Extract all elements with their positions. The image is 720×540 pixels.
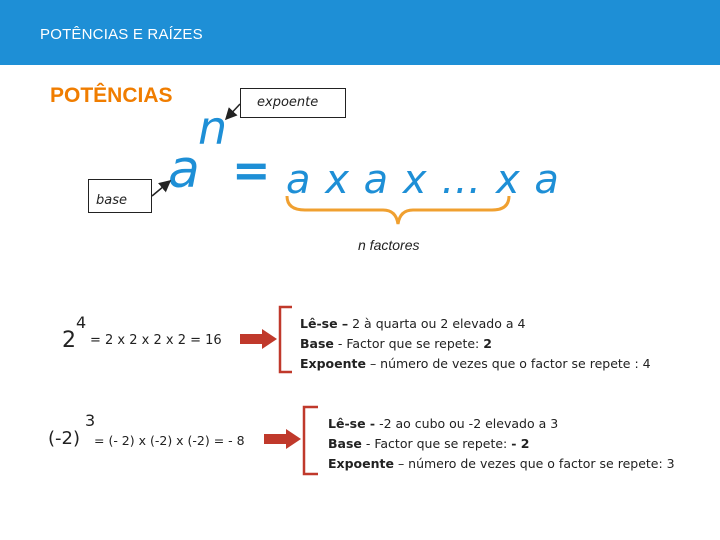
arrow-example-1 [240, 329, 277, 349]
example-2-calculation: = (- 2) x (-2) x (-2) = - 8 [94, 433, 245, 448]
product-expansion: a x a x … x a [286, 157, 560, 203]
exponent-arrow [226, 104, 240, 119]
bracket-example-1 [280, 307, 292, 372]
example-2-exponent: 3 [85, 411, 96, 430]
example-1-description [300, 314, 651, 374]
header-title: POTÊNCIAS E RAÍZES [40, 26, 203, 43]
example-1-exponent-line: Expoente – número de vezes que o factor se repete : 4 [300, 356, 651, 371]
base-arrow [152, 181, 170, 196]
base-label-box: base [88, 179, 152, 213]
underbrace [287, 196, 509, 224]
example-2-base-line: Base - Factor que se repete: - 2 [328, 436, 530, 451]
example-1-calculation: = 2 x 2 x 2 x 2 = 16 [90, 333, 222, 348]
base-symbol: a [168, 140, 200, 200]
exponent-symbol: n [198, 101, 228, 155]
example-2-base: (-2) [48, 428, 80, 449]
example-1-base-line: Base - Factor que se repete: 2 [300, 336, 492, 351]
arrow-example-2 [264, 429, 301, 449]
example-2-description [328, 414, 675, 474]
example-1-exponent: 4 [76, 313, 87, 332]
section-title: POTÊNCIAS [50, 84, 173, 107]
example-2-exponent-line: Expoente – número de vezes que o factor se repete: 3 [328, 456, 675, 471]
brace-label: n factores [358, 237, 420, 253]
example-2-reading-line: Lê-se - -2 ao cubo ou -2 elevado a 3 [328, 416, 559, 431]
bracket-example-2 [304, 407, 318, 474]
exponent-label-box: expoente [240, 88, 346, 118]
example-1-reading-line: Lê-se – 2 à quarta ou 2 elevado a 4 [300, 316, 526, 331]
example-1-base: 2 [62, 328, 76, 353]
equals-sign: = [232, 143, 271, 197]
